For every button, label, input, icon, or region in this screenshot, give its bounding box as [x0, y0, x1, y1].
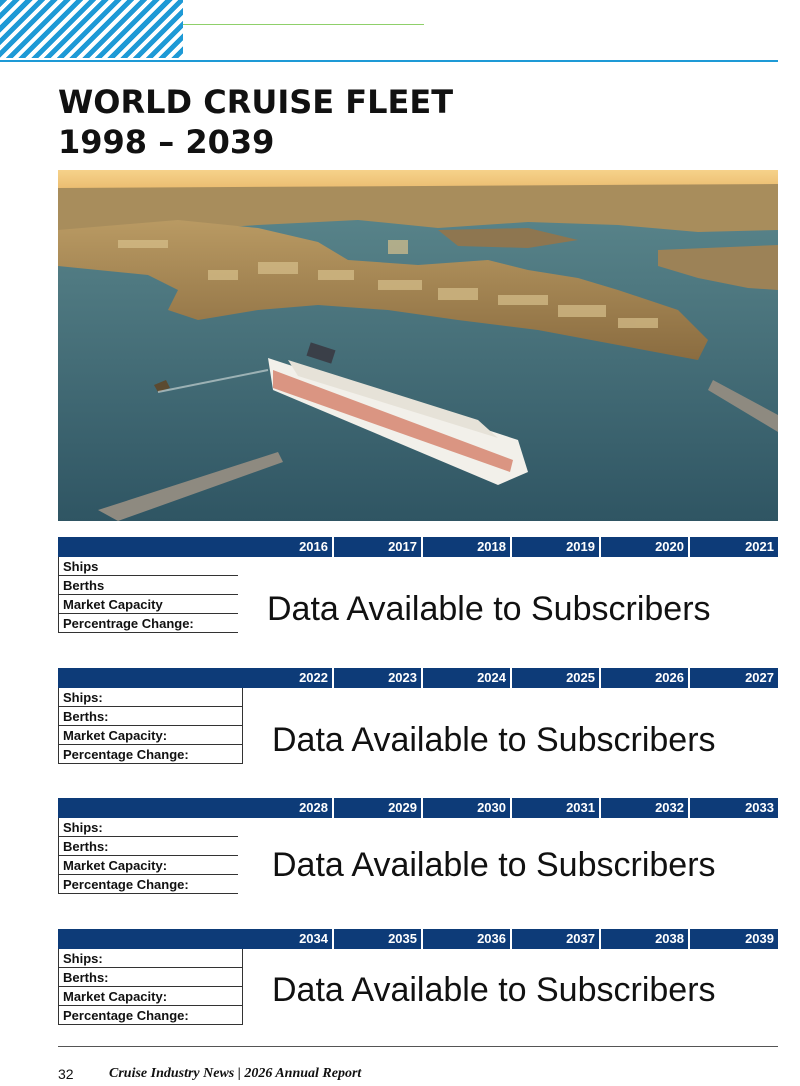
- row-labels: [58, 688, 243, 764]
- year-cell: 2037: [510, 929, 599, 949]
- year-cell: 2024: [421, 668, 510, 688]
- row-label-market-capacity: Market Capacity:: [58, 856, 238, 875]
- year-cell: 2029: [332, 798, 421, 818]
- row-label-market-capacity: Market Capacity: [58, 595, 238, 614]
- row-label-ships: Ships: [58, 557, 238, 576]
- year-header-bar: [58, 668, 778, 688]
- cruise-ship-harbor-photo: [58, 170, 778, 521]
- row-label-ships: Ships:: [58, 818, 238, 837]
- footer-rule: [58, 1046, 778, 1047]
- title-line-2: 1998 – 2039: [58, 123, 275, 161]
- year-cell: 2018: [421, 537, 510, 557]
- header-rule: [0, 60, 778, 62]
- year-cell: 2036: [421, 929, 510, 949]
- row-labels: [58, 818, 238, 894]
- year-header-bar: [58, 929, 778, 949]
- year-cell: 2022: [299, 670, 328, 685]
- year-cell: 2039: [688, 929, 778, 949]
- year-header-bar: [58, 798, 778, 818]
- title-line-1: WORLD CRUISE FLEET: [58, 83, 454, 121]
- row-label-berths: Berths:: [58, 968, 243, 987]
- row-label-percentage-change: Percentage Change:: [58, 1006, 243, 1025]
- fleet-table-2028-2033: [58, 798, 778, 908]
- header-accent-line: [183, 24, 424, 25]
- fleet-table-2016-2021: [58, 537, 778, 647]
- year-cell: 2030: [421, 798, 510, 818]
- row-label-berths: Berths: [58, 576, 238, 595]
- year-cell: 2031: [510, 798, 599, 818]
- year-cell: 2033: [688, 798, 778, 818]
- row-label-percentage-change: Percentage Change:: [58, 875, 238, 894]
- year-cell: 2020: [599, 537, 688, 557]
- subscriber-notice: Data Available to Subscribers: [267, 590, 711, 628]
- row-label-market-capacity: Market Capacity:: [58, 726, 243, 745]
- year-cell: 2032: [599, 798, 688, 818]
- year-cell: 2025: [510, 668, 599, 688]
- publication-credit: Cruise Industry News | 2026 Annual Report: [109, 1066, 362, 1081]
- page-number: 32: [58, 1066, 74, 1082]
- row-label-market-capacity: Market Capacity:: [58, 987, 243, 1006]
- year-cell: 2038: [599, 929, 688, 949]
- row-label-ships: Ships:: [58, 688, 243, 707]
- page-title: [58, 82, 453, 162]
- subscriber-notice: Data Available to Subscribers: [272, 971, 716, 1009]
- year-cell: 2019: [510, 537, 599, 557]
- year-cell: 2028: [299, 800, 328, 815]
- year-header-bar: [58, 537, 778, 557]
- year-cell: 2035: [332, 929, 421, 949]
- year-cell: 2016: [299, 539, 328, 554]
- row-label-berths: Berths:: [58, 837, 238, 856]
- year-cell: 2017: [332, 537, 421, 557]
- year-cell: 2026: [599, 668, 688, 688]
- header-stripes: [0, 0, 183, 58]
- year-cell: 2027: [688, 668, 778, 688]
- row-label-berths: Berths:: [58, 707, 243, 726]
- year-cell: 2034: [299, 931, 328, 946]
- year-cell: 2021: [688, 537, 778, 557]
- row-label-percentage-change: Percentrage Change:: [58, 614, 238, 633]
- fleet-table-2034-2039: [58, 929, 778, 1039]
- subscriber-notice: Data Available to Subscribers: [272, 846, 716, 884]
- row-label-percentage-change: Percentage Change:: [58, 745, 243, 764]
- year-cell: 2023: [332, 668, 421, 688]
- row-labels: [58, 949, 243, 1025]
- subscriber-notice: Data Available to Subscribers: [272, 721, 716, 759]
- row-labels: [58, 557, 238, 633]
- row-label-ships: Ships:: [58, 949, 243, 968]
- fleet-table-2022-2027: [58, 668, 778, 778]
